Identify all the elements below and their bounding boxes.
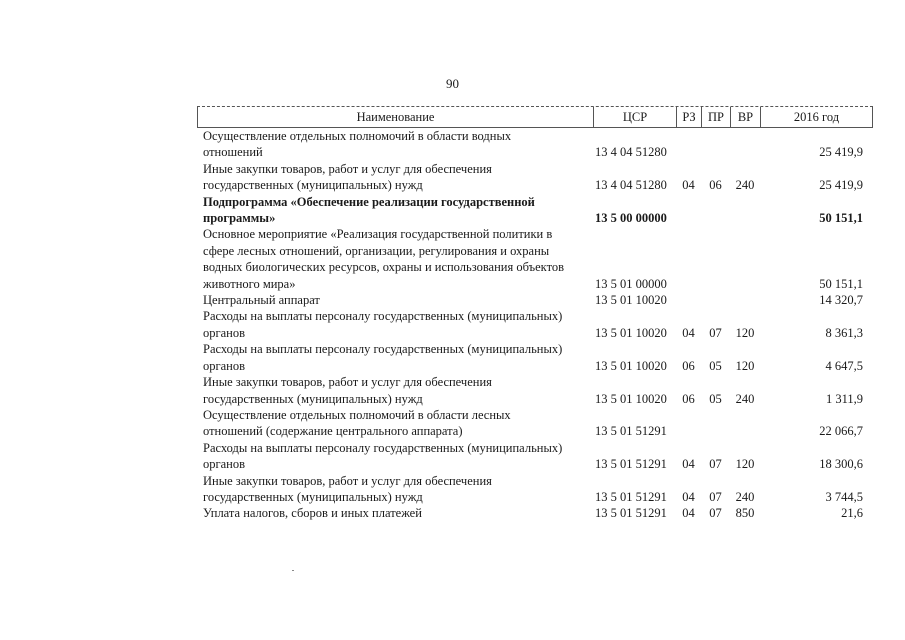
row-name xyxy=(197,161,593,194)
row-name-line: органов xyxy=(203,325,246,340)
row-rz: 04 xyxy=(682,489,695,504)
row-vr: 240 xyxy=(735,178,755,193)
row-sum: 1 311,9 xyxy=(825,391,863,406)
row-csr: 13 4 04 51280 xyxy=(595,145,667,160)
row-vr xyxy=(730,292,760,308)
table-row xyxy=(197,128,873,161)
row-vr xyxy=(730,407,760,440)
header-name: Наименование xyxy=(197,107,593,127)
row-sum: 50 151,1 xyxy=(819,276,863,291)
row-csr: 13 5 01 10020 xyxy=(595,325,667,340)
row-vr xyxy=(730,194,760,227)
row-rz: 06 xyxy=(682,358,695,373)
row-name-line: Центральный аппарат xyxy=(203,293,320,308)
row-name-line: государственных (муниципальных) нужд xyxy=(203,178,423,193)
row-name-line: сфере лесных отношений, организации, регулирования и охраны xyxy=(203,243,550,258)
row-vr: 850 xyxy=(735,506,755,521)
row-pr: 05 xyxy=(709,391,722,406)
row-name-line: Уплата налогов, сборов и иных платежей xyxy=(203,506,422,521)
table-row xyxy=(197,374,873,407)
row-csr: 13 5 01 51291 xyxy=(595,424,667,439)
row-sum: 22 066,7 xyxy=(819,424,863,439)
row-vr xyxy=(730,128,760,161)
row-name xyxy=(197,308,593,341)
row-rz xyxy=(676,194,701,227)
row-rz: 04 xyxy=(682,325,695,340)
row-name xyxy=(197,341,593,374)
table-row xyxy=(197,194,873,227)
row-pr: 05 xyxy=(709,358,722,373)
row-rz: 04 xyxy=(682,457,695,472)
row-csr: 13 5 01 51291 xyxy=(595,457,667,472)
table-row xyxy=(197,308,873,341)
table-body xyxy=(197,128,873,522)
row-pr: 07 xyxy=(709,489,722,504)
row-rz xyxy=(676,407,701,440)
row-sum: 14 320,7 xyxy=(819,293,863,308)
row-vr: 240 xyxy=(735,489,755,504)
row-pr xyxy=(701,407,730,440)
header-pr: ПР xyxy=(701,107,730,127)
table-row xyxy=(197,161,873,194)
row-rz: 04 xyxy=(682,178,695,193)
table-header xyxy=(197,106,873,128)
row-rz: 04 xyxy=(682,506,695,521)
row-sum: 21,6 xyxy=(841,506,863,521)
row-name-line: отношений xyxy=(203,145,263,160)
row-name xyxy=(197,128,593,161)
row-csr: 13 5 01 10020 xyxy=(595,391,667,406)
table-row xyxy=(197,226,873,292)
row-sum: 25 419,9 xyxy=(819,145,863,160)
table-row xyxy=(197,407,873,440)
table-row xyxy=(197,341,873,374)
table-row xyxy=(197,505,873,521)
row-name xyxy=(197,473,593,506)
row-csr: 13 5 01 10020 xyxy=(595,358,667,373)
row-vr: 120 xyxy=(735,325,755,340)
row-sum: 4 647,5 xyxy=(825,358,863,373)
row-name-line: Осуществление отдельных полномочий в области лесных xyxy=(203,407,511,422)
row-name-line: Расходы на выплаты персоналу государственных (муниципальных) xyxy=(203,342,563,357)
scan-speck xyxy=(292,570,294,571)
row-pr: 07 xyxy=(709,325,722,340)
row-sum: 25 419,9 xyxy=(819,178,863,193)
row-pr xyxy=(701,194,730,227)
row-pr xyxy=(701,226,730,292)
row-name xyxy=(197,194,593,227)
row-name-line: Основное мероприятие «Реализация государственной политики в xyxy=(203,227,553,242)
row-name-line: Осуществление отдельных полномочий в области водных xyxy=(203,129,512,143)
header-rz: РЗ xyxy=(676,107,701,127)
row-name xyxy=(197,374,593,407)
page-number: 90 xyxy=(446,76,459,91)
row-sum: 8 361,3 xyxy=(825,325,863,340)
row-name-line: Иные закупки товаров, работ и услуг для обеспечения xyxy=(203,375,492,390)
row-pr: 06 xyxy=(709,178,722,193)
row-csr: 13 5 01 10020 xyxy=(595,293,667,308)
row-name-line: государственных (муниципальных) нужд xyxy=(203,489,423,504)
row-name-line: Подпрограмма «Обеспечение реализации государственной xyxy=(203,194,535,209)
row-sum: 18 300,6 xyxy=(819,457,863,472)
row-name-line: Расходы на выплаты персоналу государственных (муниципальных) xyxy=(203,309,563,324)
row-name xyxy=(197,407,593,440)
row-name xyxy=(197,440,593,473)
table-row xyxy=(197,292,873,308)
row-rz xyxy=(676,226,701,292)
row-name-line: водных биологических ресурсов, охраны и использования объектов xyxy=(203,260,565,275)
row-csr: 13 4 04 51280 xyxy=(595,178,667,193)
row-name-line: животного мира» xyxy=(203,276,296,291)
row-vr xyxy=(730,226,760,292)
row-pr: 07 xyxy=(709,457,722,472)
row-rz xyxy=(676,128,701,161)
row-name-line: отношений (содержание центрального аппарата) xyxy=(203,424,463,439)
row-vr: 120 xyxy=(735,358,755,373)
row-name-line: органов xyxy=(203,457,246,472)
row-pr xyxy=(701,128,730,161)
row-name xyxy=(197,292,593,308)
row-csr: 13 5 00 00000 xyxy=(595,211,667,226)
row-vr: 120 xyxy=(735,457,755,472)
row-csr: 13 5 01 51291 xyxy=(595,506,667,521)
table-row xyxy=(197,440,873,473)
row-pr: 07 xyxy=(709,506,722,521)
row-name-line: Иные закупки товаров, работ и услуг для обеспечения xyxy=(203,473,492,488)
row-rz xyxy=(676,292,701,308)
row-name-line: органов xyxy=(203,358,246,373)
row-name-line: Иные закупки товаров, работ и услуг для обеспечения xyxy=(203,161,492,176)
row-name-line: программы» xyxy=(203,211,276,226)
row-name-line: Расходы на выплаты персоналу государственных (муниципальных) xyxy=(203,440,563,455)
budget-table xyxy=(197,106,873,522)
header-csr: ЦСР xyxy=(593,107,676,127)
row-rz: 06 xyxy=(682,391,695,406)
row-name-line: государственных (муниципальных) нужд xyxy=(203,391,423,406)
row-pr xyxy=(701,292,730,308)
header-sum: 2016 год xyxy=(760,107,873,127)
row-csr: 13 5 01 00000 xyxy=(595,276,667,291)
row-sum: 50 151,1 xyxy=(819,211,863,226)
row-name xyxy=(197,226,593,292)
table-row xyxy=(197,473,873,506)
row-name xyxy=(197,505,593,521)
row-vr: 240 xyxy=(735,391,755,406)
row-sum: 3 744,5 xyxy=(825,489,863,504)
row-csr: 13 5 01 51291 xyxy=(595,489,667,504)
header-vr: ВР xyxy=(730,107,760,127)
